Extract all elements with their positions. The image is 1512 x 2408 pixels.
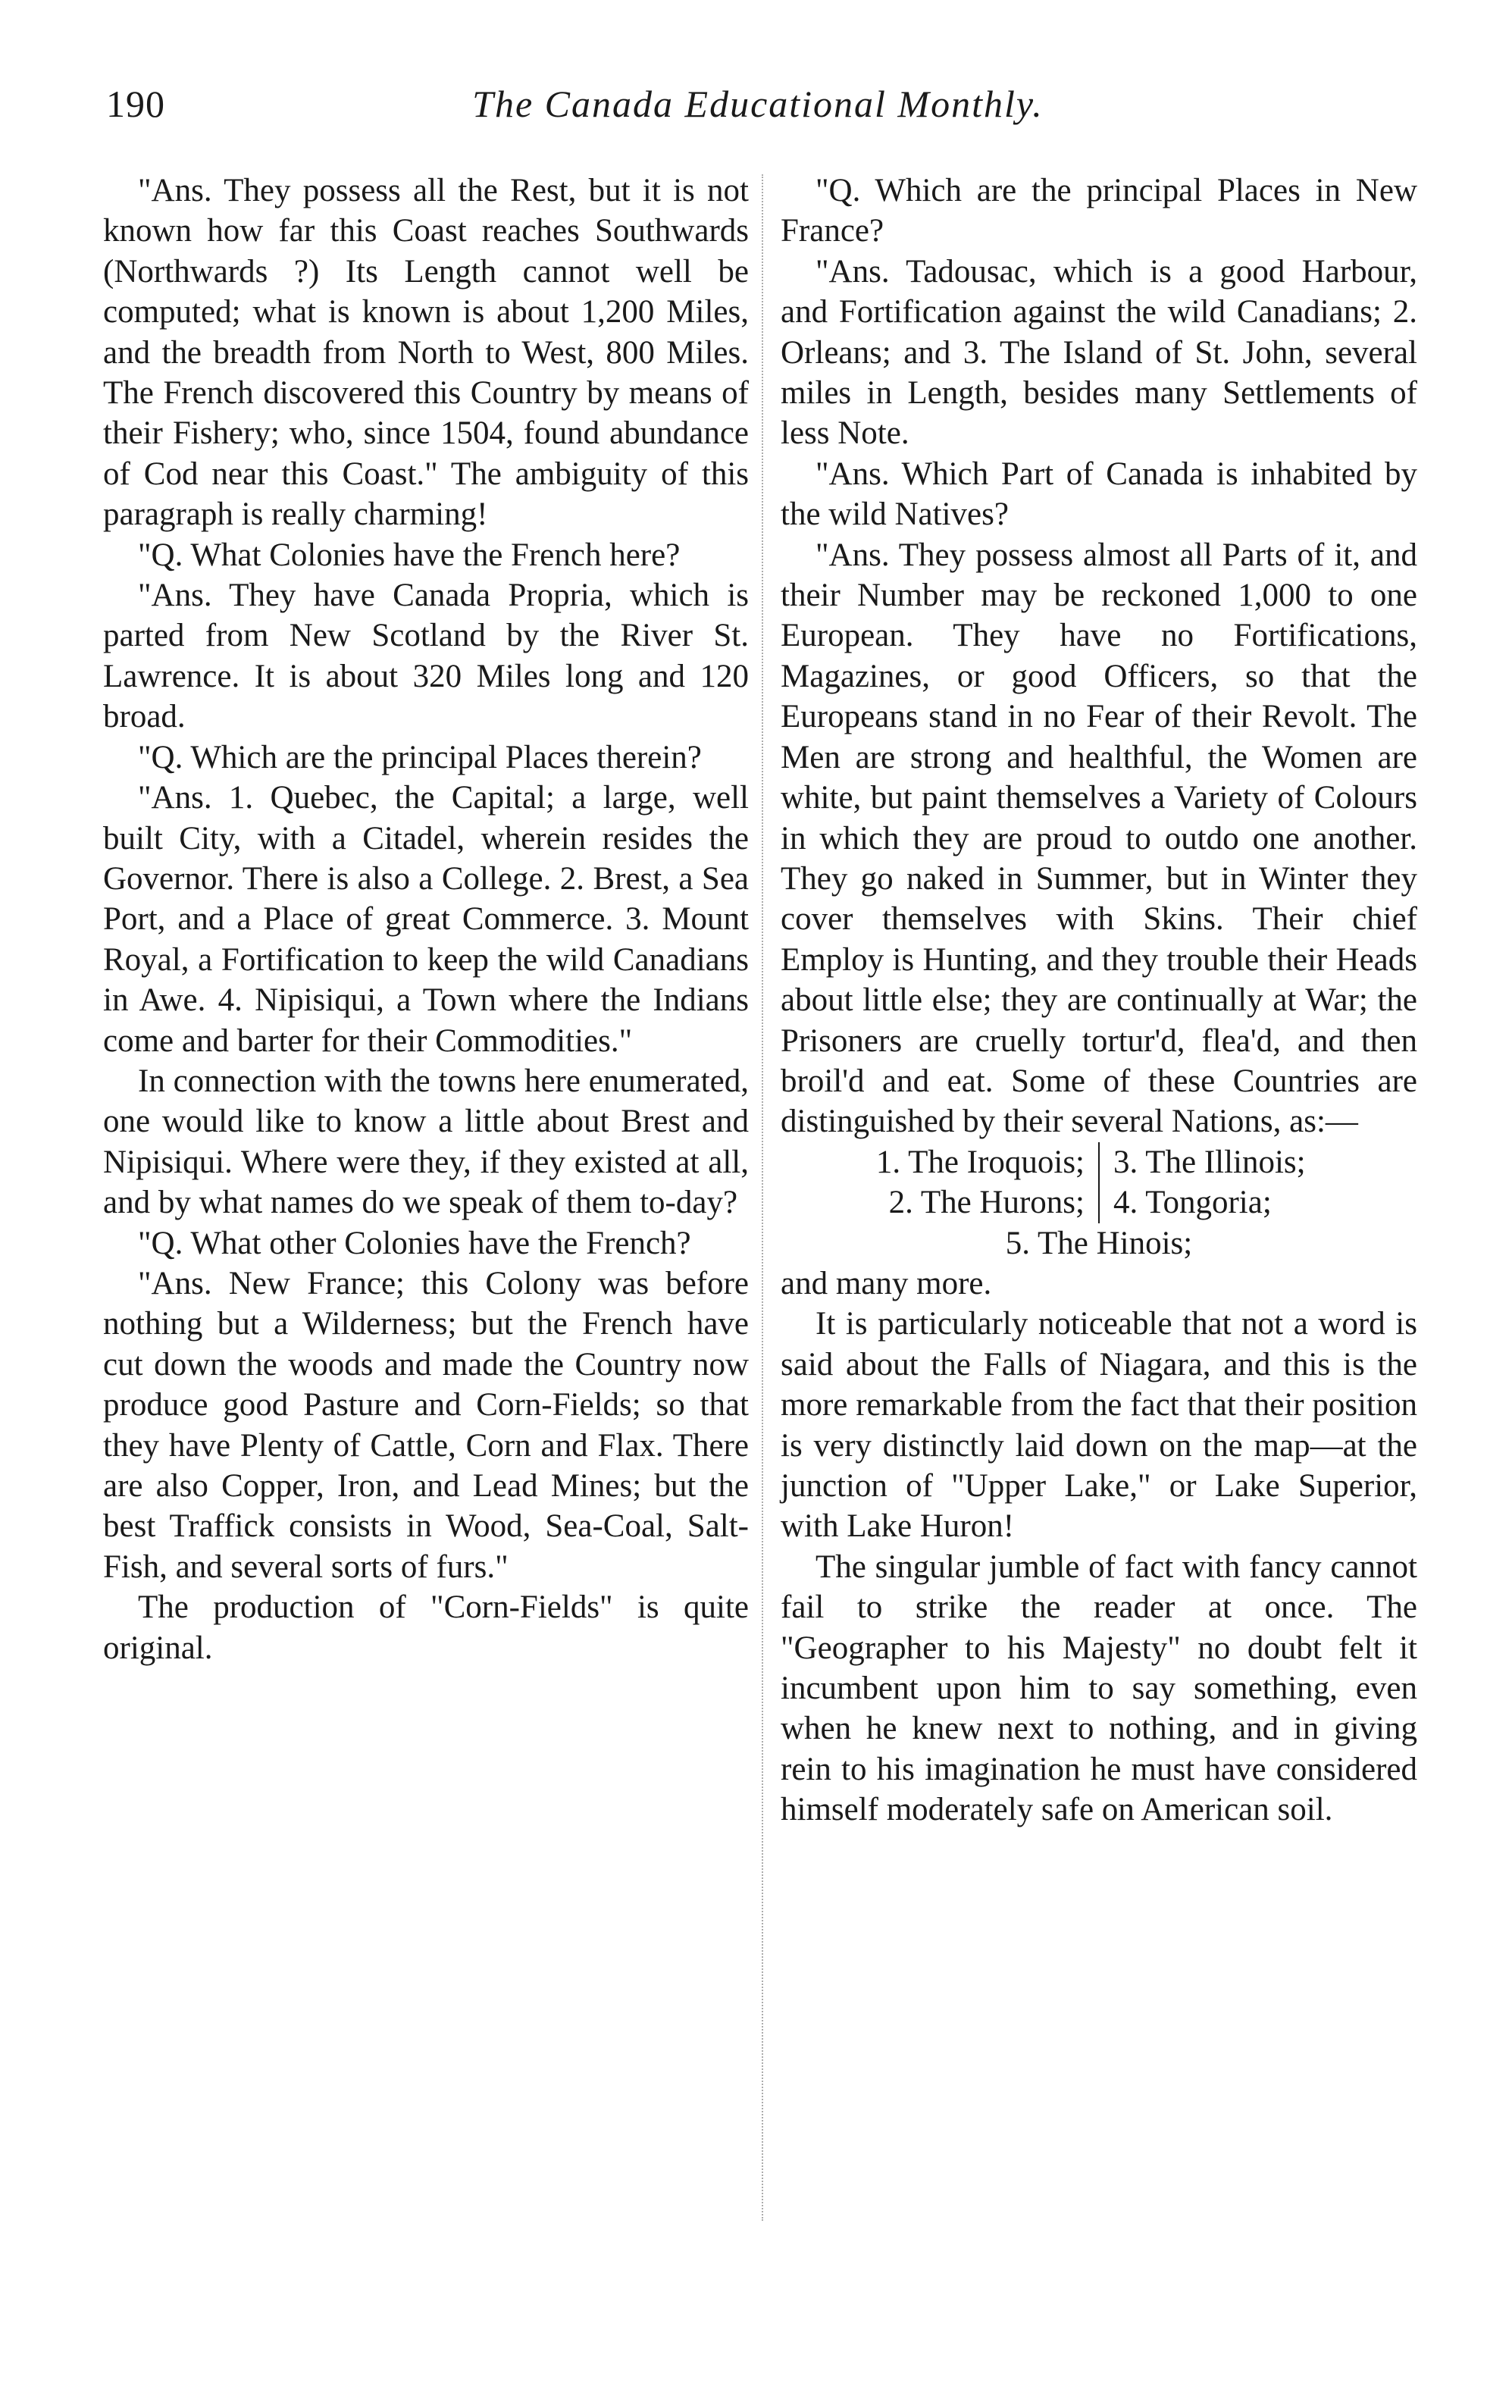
page-header bbox=[106, 82, 1410, 150]
column-divider bbox=[762, 174, 763, 2221]
list-row bbox=[781, 1142, 1417, 1182]
paragraph: In connection with the towns here enumerated, one would like to know a little about Brest and Nipisiqui. Where were they, if they existed at all, and by what names do we speak of them to-day? bbox=[103, 1063, 749, 1221]
list-item: 2. The Hurons; bbox=[812, 1182, 1100, 1223]
paragraph: "Q. Which are the principal Places in New France? bbox=[781, 173, 1417, 249]
paragraph: "Ans. They possess all the Rest, but it is not known how far this Coast reaches Southwards (Northwards ?) Its Length cannot well be computed; what is known is about 1,200 Miles, and the breadth from North to West, 800 Miles. The French discovered this Country by means of their Fishery; who, since 1504, found abundance of Cod near this Coast." The ambiguity of this paragraph is really charming! bbox=[103, 173, 749, 533]
paragraph: "Ans. Which Part of Canada is inhabited by the wild Natives? bbox=[781, 456, 1417, 533]
paragraph: "Ans. They have Canada Propria, which is parted from New Scotland by the River St. Lawrence. It is about 320 Miles long and 120 broad. bbox=[103, 578, 749, 735]
list-item: 3. The Illinois; bbox=[1113, 1144, 1306, 1180]
paragraph: "Q. What other Colonies have the French? bbox=[138, 1225, 691, 1261]
list-item: 1. The Iroquois; bbox=[812, 1142, 1100, 1182]
left-column bbox=[103, 171, 749, 1668]
paragraph: "Ans. They possess almost all Parts of it, and their Number may be reckoned 1,000 to one European. They have no Fortifications, Magazines, or good Officers, so that the Europeans stand in no Fear of their Revolt. The Men are strong and healthful, the Women are white, but paint themselves a Variety of Colours in which they are proud to outdo one another. They go naked in Summer, but in Winter they cover themselves with Skins. Their chief Employ is Hunting, and they trouble their Heads about little else; they are continually at War; the Prisoners are cruelly tortur'd, flea'd, and then broil'd and eat. Some of these Countries are distinguished by their several Nations, as:— bbox=[781, 537, 1417, 1140]
list-item: 5. The Hinois; bbox=[1005, 1225, 1193, 1261]
paragraph: "Ans. New France; this Colony was before nothing but a Wilderness; but the French have cut down the woods and made the Country now produce good Pasture and Corn-Fields; so that they have Plenty of Cattle, Corn and Flax. There are also Copper, Iron, and Lead Mines; but the best Traffick consists in Wood, Sea-Coal, Salt-Fish, and several sorts of furs." bbox=[103, 1265, 749, 1585]
nations-list bbox=[781, 1142, 1417, 1263]
paragraph: The production of "Corn-Fields" is quite original. bbox=[103, 1589, 749, 1666]
paragraph: "Ans. Tadousac, which is a good Harbour, and Fortification against the wild Canadians; 2. Orleans; and 3. The Island of St. John, several miles in Length, besides many Settlements of less Note. bbox=[781, 253, 1417, 452]
page-number: 190 bbox=[106, 83, 165, 125]
right-column bbox=[781, 171, 1417, 1830]
paragraph: It is particularly noticeable that not a word is said about the Falls of Niagara, and this is the more remarkable from the fact that their position is very distinctly laid down on the map—at the junction of "Upper Lake," or Lake Superior, with Lake Huron! bbox=[781, 1306, 1417, 1545]
list-row bbox=[781, 1182, 1417, 1223]
paragraph: "Ans. 1. Quebec, the Capital; a large, well built City, with a Citadel, wherein resides the Governor. There is also a College. 2. Brest, a Sea Port, and a Place of great Commerce. 3. Mount Royal, a Fortification to keep the wild Canadians in Awe. 4. Nipisiqui, a Town where the Indians come and barter for their Commodities." bbox=[103, 780, 749, 1059]
running-title: The Canada Educational Monthly. bbox=[472, 83, 1044, 125]
paragraph: "Q. What Colonies have the French here? bbox=[138, 537, 681, 573]
paragraph: The singular jumble of fact with fancy cannot fail to strike the reader at once. The "Geographer to his Majesty" no doubt felt it incumbent upon him to say something, even when he knew next to nothing, and in giving rein to his imagination he must have considered himself moderately safe on American soil. bbox=[781, 1548, 1417, 1828]
paragraph: "Q. Which are the principal Places therein? bbox=[138, 739, 702, 775]
list-continuation: and many more. bbox=[781, 1265, 992, 1301]
list-item: 4. Tongoria; bbox=[1113, 1185, 1272, 1221]
